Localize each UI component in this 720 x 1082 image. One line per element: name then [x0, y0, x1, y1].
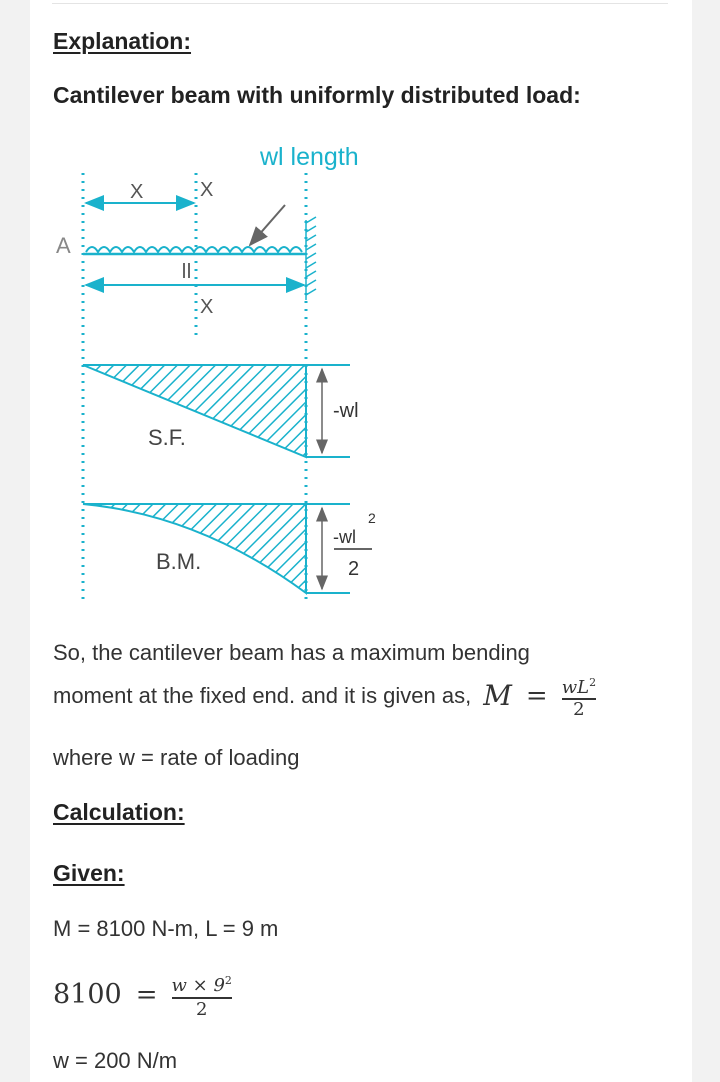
equation-line	[53, 970, 232, 1021]
where-text: where w = rate of loading	[53, 745, 300, 770]
formula-fraction	[562, 673, 596, 720]
equation-lhs: 8100	[53, 979, 122, 1011]
paragraph-line-2	[53, 673, 596, 720]
formula-superscript: 2	[589, 676, 597, 689]
load-pointer	[250, 205, 285, 245]
formula-denominator: 2	[573, 698, 585, 720]
sf-label: S.F.	[148, 425, 186, 450]
x-top-label: X	[130, 181, 144, 203]
paragraph-line-1: So, the cantilever beam has a maximum bending	[53, 640, 530, 665]
equation-numerator: w × 9	[171, 975, 225, 996]
calculation-heading: Calculation:	[53, 799, 185, 825]
formula-equals: =	[525, 681, 548, 712]
wl-length-label: wl length	[260, 143, 359, 171]
bm-max-denominator: 2	[348, 558, 360, 580]
subheading: Cantilever beam with uniformly distributed load:	[53, 82, 581, 108]
x-right-label: X	[200, 179, 214, 201]
divider	[52, 3, 668, 4]
bm-max-superscript: 2	[368, 510, 376, 526]
formula-numerator: wL	[561, 677, 590, 698]
given-values: M = 8100 N-m, L = 9 m	[53, 916, 279, 941]
explanation-heading: Explanation:	[53, 28, 192, 54]
result-text: w = 200 N/m	[53, 1048, 178, 1073]
bm-label: B.M.	[156, 549, 202, 574]
equation-equals: =	[135, 980, 158, 1011]
formula-lhs: M	[483, 679, 512, 713]
bm-max-numerator: -wl	[333, 527, 356, 547]
equation-denominator: 2	[195, 998, 208, 1020]
x-bottom-label: X	[200, 296, 214, 318]
cantilever-diagram	[50, 135, 390, 605]
equation-fraction	[172, 970, 232, 1021]
given-heading: Given:	[53, 860, 125, 886]
minus-wl-label: -wl	[333, 400, 359, 422]
shear-force-area	[83, 365, 306, 457]
distributed-load	[86, 247, 302, 252]
a-label: A	[56, 233, 71, 258]
paragraph-line-2-text: moment at the fixed end. and it is given as,	[53, 683, 472, 709]
equation-superscript: 2	[224, 974, 232, 987]
